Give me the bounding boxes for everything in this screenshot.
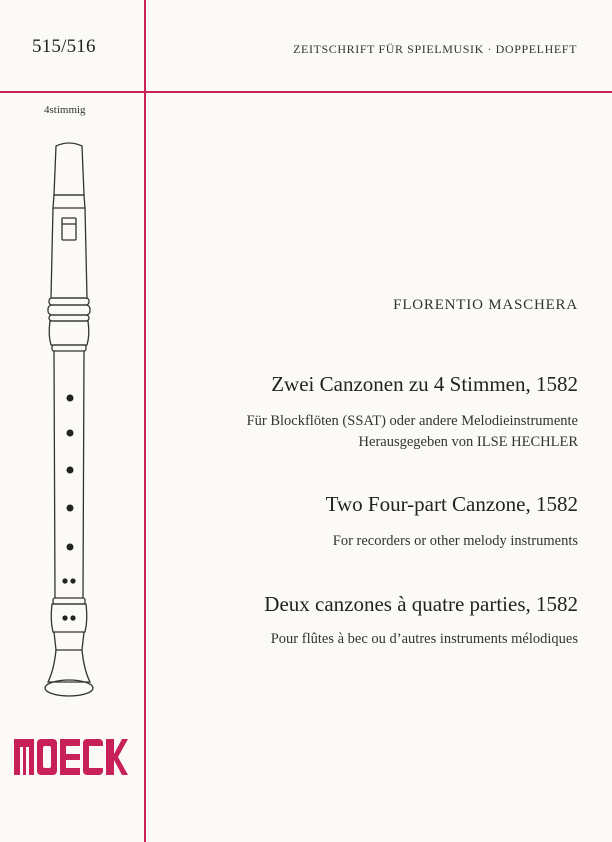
composer-name: FLORENTIO MASCHERA [393,297,578,313]
vertical-divider [144,0,146,842]
title-german: Zwei Canzonen zu 4 Stimmen, 1582 [271,372,578,396]
series-title: ZEITSCHRIFT FÜR SPIELMUSIK · DOPPELHEFT [293,42,577,56]
horizontal-divider [0,91,612,93]
title-english: Two Four-part Canzone, 1582 [325,492,578,516]
title-french: Deux canzones à quatre parties, 1582 [264,592,578,616]
parts-label: 4stimmig [44,104,86,116]
edition-number: 515/516 [32,36,96,57]
recorder-illustration [34,140,104,710]
subtitle-german: Für Blockflöten (SSAT) oder andere Melodieinstrumente [246,413,578,429]
subtitle-french: Pour flûtes à bec ou d’autres instruments mélodiques [270,631,578,647]
moeck-logo [12,737,130,777]
editor-credit: Herausgegeben von ILSE HECHLER [358,434,578,450]
subtitle-english: For recorders or other melody instruments [332,533,578,549]
